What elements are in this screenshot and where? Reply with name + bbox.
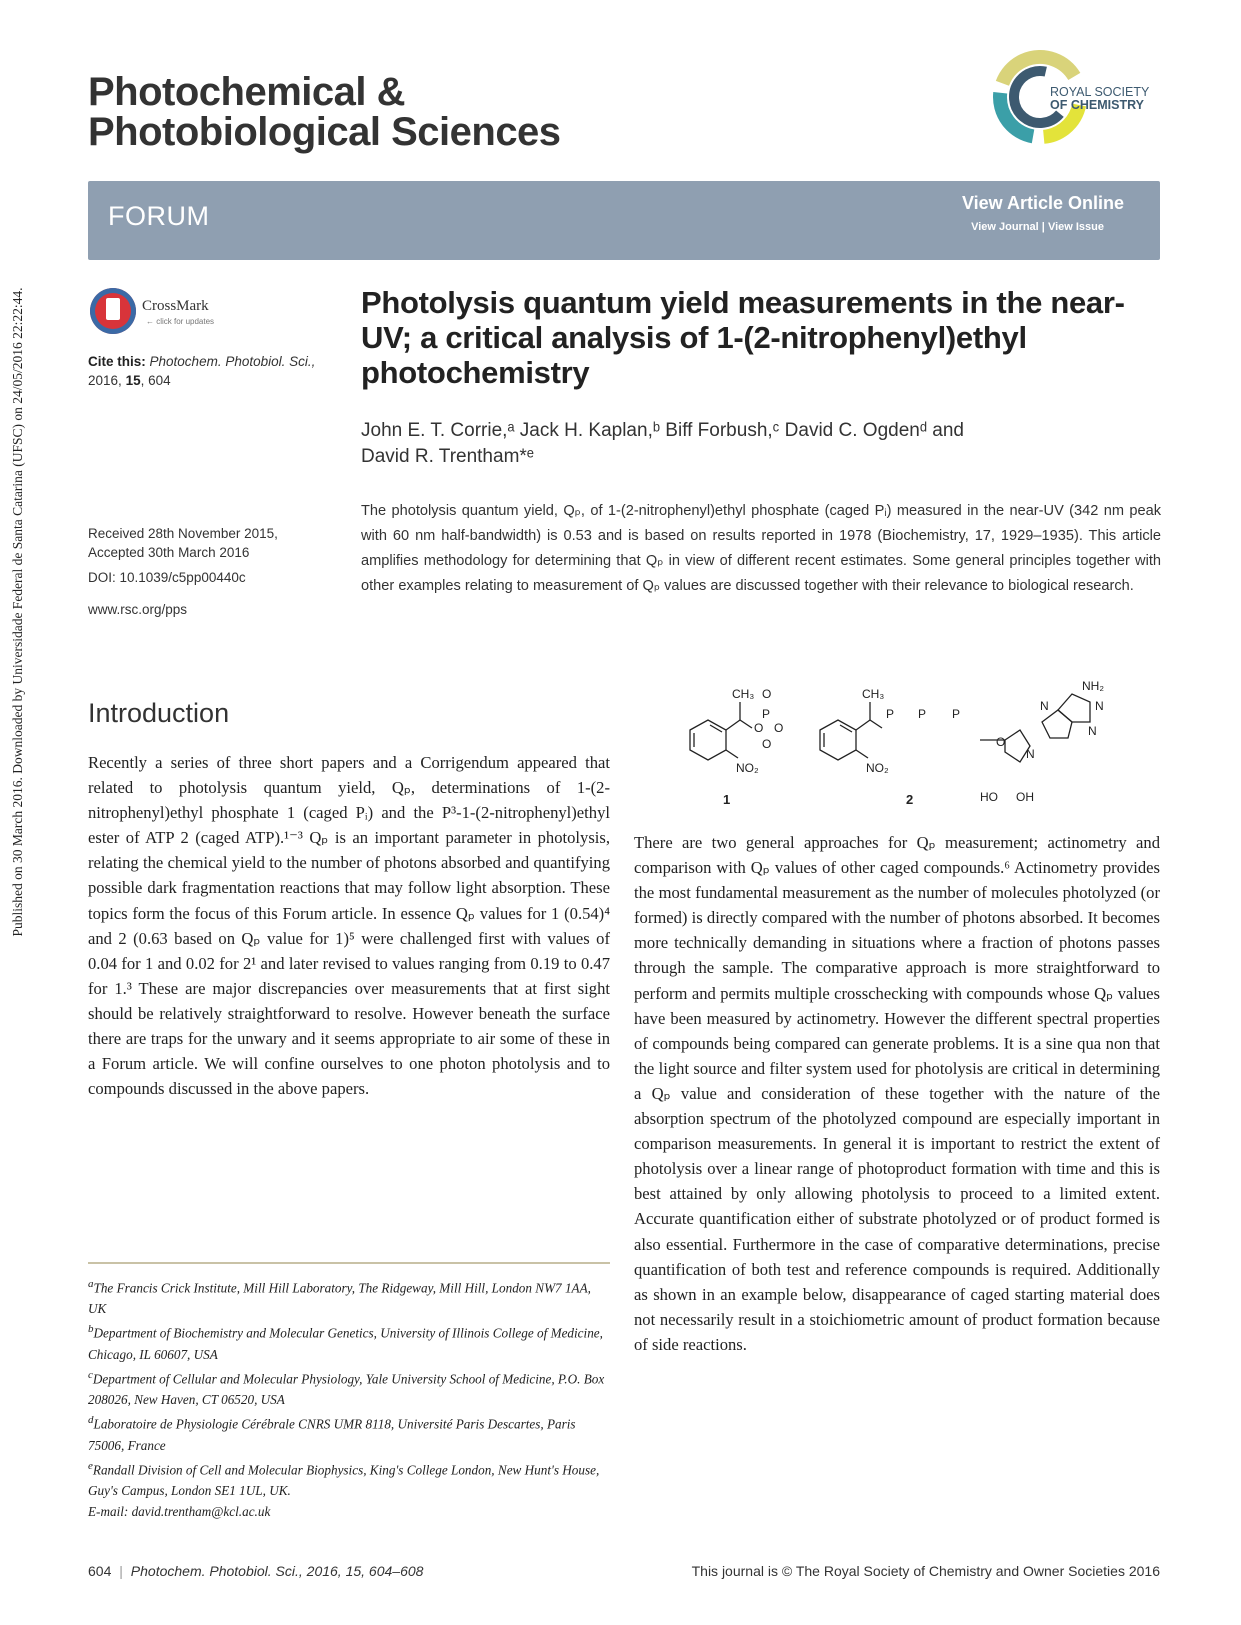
doi: DOI: 10.1039/c5pp00440c — [88, 570, 246, 585]
authors — [361, 418, 1161, 470]
affiliation-d — [88, 1410, 610, 1455]
view-links — [971, 221, 1104, 233]
ho-label: HO — [980, 790, 998, 804]
affiliation-text: Department of Cellular and Molecular Physiology, Yale University School of Medicine, P.O. Box 208026, New Haven, CT 06520, USA — [88, 1371, 605, 1408]
ring-o-label: O — [996, 735, 1006, 749]
publisher-line2: OF CHEMISTRY — [1050, 98, 1144, 112]
publisher-line1: ROYAL SOCIETY — [1050, 85, 1150, 99]
crossmark-sub-text: click for updates — [156, 317, 215, 326]
rsc-logo — [990, 42, 1160, 152]
intro-paragraph-2: There are two general approaches for Qₚ measurement; actinometry and comparison with Qₚ values of other caged compounds.⁶ Actinometry provides the most fundamental measurement as the number of molecules photolyzed (or formed) is directly compared with the number of photons absorbed. It becomes more technically demanding in situations where a fraction of photons passes through the sample. The comparative approach is more straightforward to perform and permits multiple crosschecking with compounds whose Qₚ values have been measured by actinometry. However the different spectral properties of compounds being compared can generate problems. It is a sine qua non that the light source and filter system used for photolysis are critical in determining a Qₚ value and consideration of these together with the nature of the absorption spectrum of the photolyzed compound are especially important in comparison measurements. In general it is important to restrict the extent of photolysis over a linear range of photoproduct formation with time and this is best attained by only allowing photolysis to proceed to a limited extent. Accurate quantification either of substrate photolyzed or of product formed is also essential. Furthermore in the case of comparative determinations, precise quantification of both test and reference compounds is required. Additionally as shown in an example below, disappearance of caged starting material does not necessarily result in a stoichiometric amount of product formation because of side reactions. — [634, 833, 1160, 1354]
affiliation-mark: d — [88, 1414, 94, 1427]
section-banner — [88, 181, 1160, 260]
affiliation-text: Randall Division of Cell and Molecular Biophysics, King's College London, New Hunt's House, Guy's Campus, London SE1 1UL, UK. — [88, 1461, 600, 1498]
authors-line1: John E. T. Corrie,ᵃ Jack H. Kaplan,ᵇ Biff Forbush,ᶜ David C. Ogdenᵈ and — [361, 420, 964, 441]
publisher-name — [1050, 86, 1149, 112]
article-dates — [88, 524, 348, 562]
contact-email[interactable]: E-mail: david.trentham@kcl.ac.uk — [88, 1503, 271, 1519]
page-number: 604 — [88, 1563, 112, 1579]
ch3-label-1: CH₃ — [732, 687, 755, 701]
journal-url-link[interactable]: www.rsc.org/pps — [88, 602, 188, 617]
received-date: Received 28th November 2015, — [88, 526, 278, 541]
affiliation-text: Laboratoire de Physiologie Cérébrale CNRS UMR 8118, Université Paris Descartes, Paris 75006, France — [88, 1416, 576, 1453]
affiliation-text: The Francis Crick Institute, Mill Hill Laboratory, The Ridgeway, Mill Hill, London NW7 1AA, UK — [88, 1280, 591, 1317]
journal-title-line2: Photobiological Sciences — [88, 110, 561, 154]
view-article-online-link[interactable]: View Article Online — [961, 193, 1124, 213]
crossmark-name: CrossMark — [142, 298, 209, 314]
compound-label-2: 2 — [906, 792, 914, 807]
crossmark-sub: ← click for updates — [146, 317, 215, 326]
affiliation-b — [88, 1319, 610, 1364]
nh2-label: NH₂ — [1082, 680, 1104, 693]
accepted-date: Accepted 30th March 2016 — [88, 545, 250, 560]
intro-paragraph-1: Recently a series of three short papers and a Corrigendum appeared that related to photolysis quantum yield, Qₚ, determinations of 1-(2-nitrophenyl)ethyl phosphate 1 (caged Pᵢ) and the P³-1-(2-nitrophenyl)ethyl ester of ATP 2 (caged ATP).¹⁻³ Qₚ is an important parameter in photolysis, relating the chemical yield to the number of photons absorbed and quantifying possible dark fragmentation reactions that may follow light absorption. These topics form the focus of this Forum article. In essence Qₚ values for 1 (0.54)⁴ and 2 (0.63 based on Qₚ value for 1)⁵ were challenged first with values of 0.04 for 1 and 0.02 for 2¹ and later revised to values ranging from 0.19 to 0.47 for 1.³ These are major discrepancies over measurements that at first sight should be relatively straightforward to resolve. However beneath the surface there are traps for the unwary and it seems appropriate to air some of these in a Forum article. We will confine ourselves to one photon photolysis and to compounds discussed in the above papers. — [88, 753, 610, 1099]
cite-journal: Photochem. Photobiol. Sci., — [149, 354, 316, 369]
affiliation-mark: b — [88, 1323, 94, 1336]
affiliations — [88, 1274, 610, 1522]
footer-journal: Photochem. Photobiol. Sci., 2016, 15, 604–608 — [130, 1563, 424, 1579]
affiliation-mark: c — [88, 1368, 93, 1381]
affiliation-mark: e — [88, 1459, 93, 1472]
cite-page: , 604 — [140, 373, 171, 388]
footnote-divider — [88, 1262, 610, 1264]
section-label: FORUM — [108, 201, 210, 231]
n-label-4: N — [1088, 724, 1097, 738]
affiliation-a — [88, 1274, 610, 1319]
no2-label-2: NO₂ — [866, 761, 889, 775]
view-journal-link[interactable]: View Journal — [971, 221, 1039, 233]
oh-label: OH — [1016, 790, 1034, 804]
o-label-2: O — [754, 721, 764, 735]
affiliation-e — [88, 1456, 610, 1501]
footer-separator: | — [119, 1563, 123, 1579]
page-footer-left — [88, 1563, 423, 1579]
journal-title — [88, 72, 561, 152]
copyright-notice: This journal is © The Royal Society of Chemistry and Owner Societies 2016 — [691, 1563, 1160, 1579]
abstract: The photolysis quantum yield, Qₚ, of 1-(2-nitrophenyl)ethyl phosphate (caged Pᵢ) measured in the near-UV (342 nm peak with 60 nm half-bandwidth) is 0.53 and is based on results reported in 1978 (Biochemistry, 17, 1929–1935). This article amplifies methodology for determining that Qₚ in view of different recent estimates. Some general principles together with other examples relating to measurement of Qₚ values are discussed together with their relevance to biological research. — [361, 503, 1161, 594]
cite-volume: 15 — [125, 373, 141, 388]
n-label-3: N — [1095, 699, 1104, 713]
p-label-4: P — [952, 707, 961, 721]
view-issue-link[interactable]: View Issue — [1047, 221, 1104, 233]
n-label-2: N — [1026, 747, 1035, 761]
cite-label: Cite this: — [88, 354, 146, 369]
affiliation-text: Department of Biochemistry and Molecular Genetics, University of Illinois College of Medicine, Chicago, IL 60607, USA — [88, 1325, 603, 1362]
p-label-3: P — [918, 707, 927, 721]
n-label-1: N — [1040, 699, 1049, 713]
p-label-2: P — [886, 707, 895, 721]
crossmark-icon — [90, 288, 136, 334]
chemical-structures-figure — [680, 680, 1125, 816]
download-note-text: Published on 30 March 2016. Downloaded by Universidade Federal de Santa Catarina (UFSC) on 24/05/2016 22:22:44. — [10, 287, 25, 937]
o-label-4: O — [762, 737, 772, 751]
journal-title-line1: Photochemical & — [88, 70, 406, 114]
crossmark-button[interactable] — [88, 288, 238, 340]
compound-label-1: 1 — [723, 792, 731, 807]
affiliation-mark: a — [88, 1278, 94, 1290]
citation — [88, 352, 348, 390]
no2-label-1: NO₂ — [736, 761, 759, 775]
view-links-separator: | — [1041, 221, 1045, 233]
o-label-1: O — [762, 687, 772, 701]
o-label-3: O — [774, 721, 784, 735]
structure-drawing — [680, 680, 1125, 816]
p-label-1: P — [762, 707, 771, 721]
section-heading-introduction: Introduction — [88, 698, 230, 728]
ch3-label-2: CH₃ — [862, 687, 885, 701]
authors-line2: David R. Trentham*ᵉ — [361, 446, 534, 467]
affiliation-c — [88, 1365, 610, 1410]
article-title: Photolysis quantum yield measurements in the near-UV; a critical analysis of 1-(2-nitrophenyl)ethyl photochemistry — [361, 285, 1125, 390]
download-note — [0, 0, 36, 1625]
cite-year: 2016, — [88, 373, 122, 388]
